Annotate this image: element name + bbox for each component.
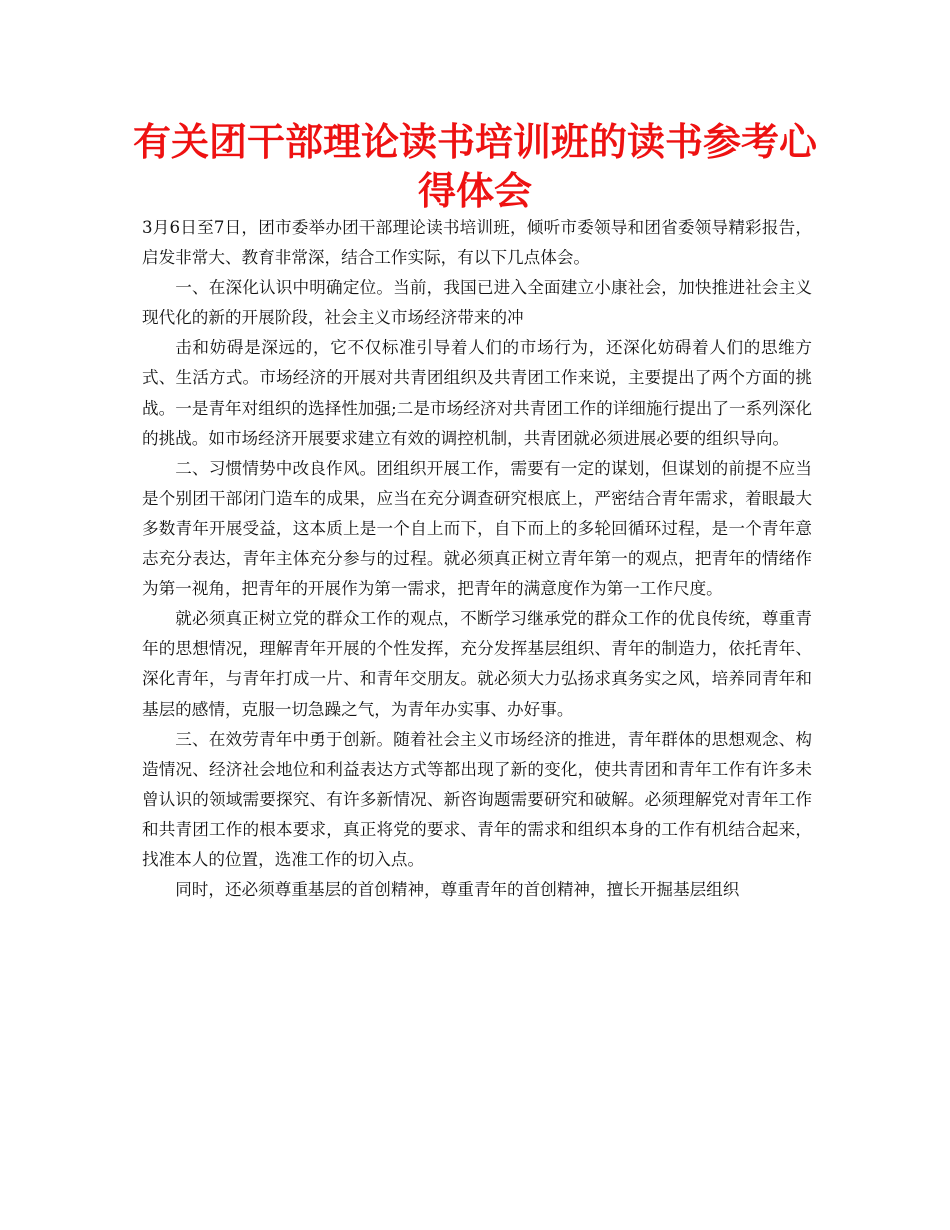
document-title: 有关团干部理论读书培训班的读书参考心得体会 — [132, 120, 817, 213]
document-body — [142, 213, 812, 905]
paragraph-section-2-continued: 就必须真正树立党的群众工作的观点，不断学习继承党的群众工作的优良传统，尊重青年的思想情况，理解青年开展的个性发挥，充分发挥基层组织、青年的制造力，依托青年、深化青年，与青年打成一片、和青年交朋友。就必须大力弘扬求真务实之风，培养同青年和基层的感情，克服一切急躁之气，为青年办实事、办好事。 — [142, 609, 812, 719]
paragraph-section-3: 三、在效劳青年中勇于创新。随着社会主义市场经济的推进，青年群体的思想观念、构造情况、经济社会地位和利益表达方式等都出现了新的变化，使共青团和青年工作有许多未曾认识的领域需要探究、有许多新情况、新咨询题需要研究和破解。必须理解党对青年工作和共青团工作的根本要求，真正将党的要求、青年的需求和组织本身的工作有机结合起来，找准本人的位置，选准工作的切入点。 — [142, 729, 812, 869]
paragraph-intro: 3月6日至7日，团市委举办团干部理论读书培训班，倾听市委领导和团省委领导精彩报告，启发非常大、教育非常深，结合工作实际，有以下几点体会。 — [142, 218, 812, 268]
paragraph-section-1-continued: 击和妨碍是深远的，它不仅标准引导着人们的市场行为，还深化妨碍着人们的思维方式、生活方式。市场经济的开展对共青团组织及共青团工作来说，主要提出了两个方面的挑战。一是青年对组织的选择性加强;二是市场经济对共青团工作的详细施行提出了一系列深化的挑战。如市场经济开展要求建立有效的调控机制，共青团就必须进展必要的组织导向。 — [142, 338, 812, 448]
paragraph-section-2: 二、习惯情势中改良作风。团组织开展工作，需要有一定的谋划，但谋划的前提不应当是个别团干部闭门造车的成果，应当在充分调查研究根底上，严密结合青年需求，着眼最大多数青年开展受益，这本质上是一个自上而下，自下而上的多轮回循环过程，是一个青年意志充分表达，青年主体充分参与的过程。就必须真正树立青年第一的观点，把青年的情绪作为第一视角，把青年的开展作为第一需求，把青年的满意度作为第一工作尺度。 — [142, 458, 812, 599]
paragraph-section-3-continued: 同时，还必须尊重基层的首创精神，尊重青年的首创精神，擅长开掘基层组织 — [175, 880, 740, 900]
paragraph-section-1: 一、在深化认识中明确定位。当前，我国已进入全面建立小康社会，加快推进社会主义现代化的新的开展阶段，社会主义市场经济带来的冲 — [142, 278, 812, 328]
